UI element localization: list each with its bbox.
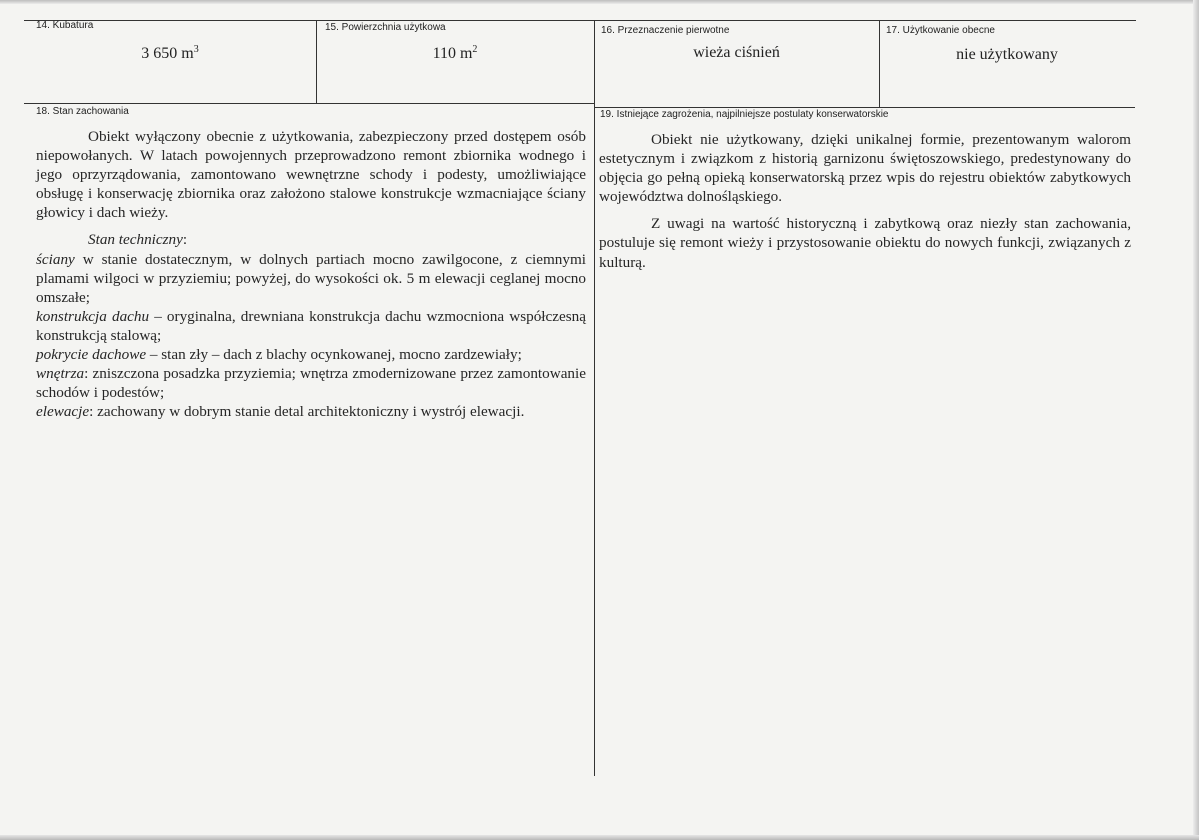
tech-item-term: pokrycie dachowe <box>36 346 147 364</box>
tech-item-text: – stan zły – dach z blachy ocynkowanej, mocno zardzewiały; <box>146 346 522 364</box>
row-divider-left <box>24 103 594 104</box>
zagrozenia-paragraph: Z uwagi na wartość historyczną i zabytkową oraz niezły stan zachowania, postuluje się remont wieży i przystosowanie obiektu do nowych funkcji, związanych z kulturą. <box>599 215 1131 271</box>
tech-item-text: w stanie dostatecznym, w dolnych partiach mocno zawilgocone, z ciemnymi plamami wilgoci w przyziemiu; powyżej, do wysokości ok. 5 m elewacji ceglanej mocno omszałe; <box>36 250 586 306</box>
tech-item-term: wnętrza <box>36 365 85 383</box>
kubatura-label: 14. Kubatura <box>36 20 94 31</box>
stan-zachowania-text <box>36 127 586 421</box>
powierzchnia-number: 110 m <box>432 45 473 62</box>
powierzchnia-value <box>316 44 594 64</box>
tech-item <box>36 250 586 307</box>
top-rule <box>24 20 1136 21</box>
tech-item-term: konstrukcja dachu <box>36 307 150 325</box>
tech-item <box>36 345 586 364</box>
stan-techniczny-colon: : <box>182 231 188 249</box>
przeznaczenie-value: wieża ciśnień <box>693 44 780 61</box>
tech-item <box>36 364 586 402</box>
uzytkowanie-value: nie użytkowany <box>956 46 1058 63</box>
tech-item-text: : zniszczona posadzka przyziemia; wnętrza zmodernizowane przez zamontowanie schodów i podestów; <box>36 365 586 402</box>
uzytkowanie-label: 17. Użytkowanie obecne <box>886 25 995 36</box>
zagrozenia-paragraph: Obiekt nie użytkowany, dzięki unikalnej formie, prezentowanym walorom estetycznym i związkom z historią garnizonu świętoszowskiego, predestynowany do objęcia go pełną opieką konserwatorską przez wpis do rejestru obiektów zabytkowych województwa dolnośląskiego. <box>599 131 1131 206</box>
page-edge-bottom <box>0 835 1199 840</box>
tech-item-term: ściany <box>36 250 75 268</box>
page-edge-right <box>1193 0 1199 840</box>
tech-item-text: – oryginalna, drewniana konstrukcja dachu wzmocniona współczesną konstrukcją stalową; <box>36 307 586 344</box>
stan-zachowania-label: 18. Stan zachowania <box>36 106 129 117</box>
powierzchnia-exponent: 2 <box>472 44 478 55</box>
przeznaczenie-label: 16. Przeznaczenie pierwotne <box>601 25 730 36</box>
zagrozenia-label: 19. Istniejące zagrożenia, najpilniejsze postulaty konserwatorskie <box>600 109 889 120</box>
tech-item-text: : zachowany w dobrym stanie detal architektoniczny i wystrój elewacji. <box>89 403 525 421</box>
kubatura-exponent: 3 <box>193 44 199 55</box>
stan-techniczny-heading <box>36 230 586 249</box>
kubatura-number: 3 650 m <box>141 45 194 62</box>
stan-techniczny-title: Stan techniczny <box>88 231 183 249</box>
col-divider-main <box>594 20 595 776</box>
tech-item <box>36 307 586 345</box>
tech-item <box>36 402 586 421</box>
row-divider-right <box>594 107 1135 108</box>
kubatura-value <box>24 44 316 64</box>
powierzchnia-label: 15. Powierzchnia użytkowa <box>325 22 446 33</box>
stan-zachowania-intro: Obiekt wyłączony obecnie z użytkowania, zabezpieczony przed dostępem osób niepowołanych. W latach powojennych przeprowadzono remont zbiornika wodnego i jego oprzyrządowania, zamontowano wewnętrzne schody i podesty, umożliwiające obsługę i konserwację zbiornika oraz założono stalowe konstrukcje wzmacniające ściany głowicy i dach wieży. <box>36 128 586 222</box>
zagrozenia-text <box>599 130 1131 272</box>
tech-item-term: elewacje <box>36 403 90 421</box>
page-edge-top <box>0 0 1199 4</box>
